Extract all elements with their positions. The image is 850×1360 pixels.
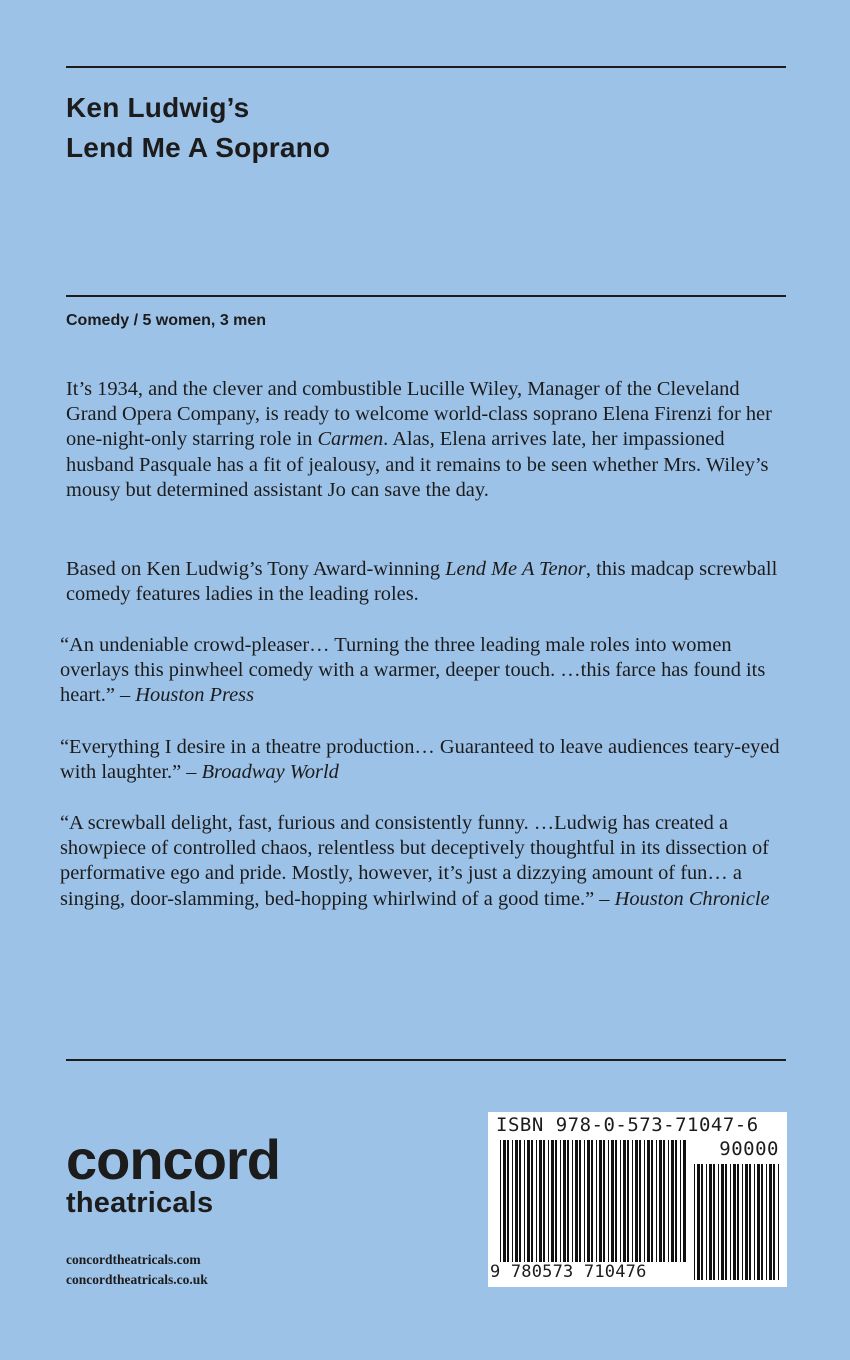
barcode-bar bbox=[608, 1140, 609, 1262]
barcode-bar bbox=[531, 1140, 533, 1262]
barcode-bar bbox=[632, 1140, 633, 1262]
barcode-bar bbox=[745, 1164, 748, 1280]
barcode-bar bbox=[647, 1140, 650, 1262]
quote-text: “A screwball delight, fast, furious and consistently funny. …Ludwig has created a showpiece of controlled chaos, relentless but deceptively thoughtful in its dissection of performative ego and pride. Mostly, however, it’s just a dizzying amount of fun… a singing, door-slamming, bed-hopping whirlwind of a good time.” – bbox=[60, 812, 769, 910]
barcode-bar bbox=[697, 1164, 700, 1280]
url-us[interactable]: concordtheatricals.com bbox=[66, 1252, 201, 1267]
synopsis-paragraph-2 bbox=[66, 557, 788, 607]
barcode-bar bbox=[512, 1140, 513, 1262]
barcode-bar bbox=[675, 1140, 677, 1262]
barcode-bar bbox=[730, 1164, 731, 1280]
price-addon-digits: 90000 bbox=[719, 1138, 779, 1160]
quote-text: “Everything I desire in a theatre production… Guaranteed to leave audiences teary-eyed with laughter.” – bbox=[60, 736, 780, 784]
barcode-bar bbox=[713, 1164, 715, 1280]
genre-cast-line: Comedy / 5 women, 3 men bbox=[66, 312, 267, 329]
logo-subtitle: theatricals bbox=[66, 1187, 214, 1219]
url-uk[interactable]: concordtheatricals.co.uk bbox=[66, 1272, 208, 1287]
barcode-bar bbox=[737, 1164, 739, 1280]
barcode-bar bbox=[615, 1140, 617, 1262]
top-divider bbox=[66, 66, 786, 68]
barcode-bar bbox=[620, 1140, 621, 1262]
barcode-bar bbox=[515, 1140, 518, 1262]
barcode-bar bbox=[663, 1140, 665, 1262]
opera-title: Carmen bbox=[317, 428, 384, 451]
barcode-bar bbox=[572, 1140, 573, 1262]
barcode-bar bbox=[575, 1140, 578, 1262]
barcode-bar bbox=[680, 1140, 681, 1262]
review-quote bbox=[60, 811, 782, 912]
title-play: Lend Me A Soprano bbox=[66, 132, 331, 163]
isbn-label: ISBN 978-0-573-71047-6 bbox=[496, 1114, 759, 1136]
barcode-bar bbox=[651, 1140, 653, 1262]
logo-wordmark: concord bbox=[66, 1128, 280, 1191]
barcode-bar bbox=[773, 1164, 775, 1280]
barcode-bar bbox=[733, 1164, 736, 1280]
quote-source: Broadway World bbox=[201, 761, 339, 784]
barcode-bar bbox=[555, 1140, 557, 1262]
barcode-bar bbox=[701, 1164, 703, 1280]
barcode-bar bbox=[543, 1140, 545, 1262]
barcode-bar bbox=[560, 1140, 561, 1262]
isbn-barcode bbox=[488, 1112, 787, 1287]
barcode-bar bbox=[659, 1140, 662, 1262]
barcode-bar bbox=[671, 1140, 674, 1262]
review-quote bbox=[60, 633, 782, 709]
publisher-urls bbox=[66, 1250, 208, 1290]
barcode-bar bbox=[623, 1140, 626, 1262]
barcode-bar bbox=[524, 1140, 525, 1262]
review-quote bbox=[60, 735, 782, 785]
barcode-bar bbox=[721, 1164, 724, 1280]
quote-text: “An undeniable crowd-pleaser… Turning the three leading male roles into women overlays this pinwheel comedy with a warmer, deeper touch. …this farce has found its heart.” – bbox=[60, 634, 766, 707]
barcode-bar bbox=[539, 1140, 542, 1262]
barcode-bar bbox=[500, 1140, 501, 1262]
source-play-title: Lend Me A Tenor bbox=[445, 558, 586, 580]
barcode-bar bbox=[527, 1140, 530, 1262]
synopsis-text: It’s 1934, and the clever and combustible Lucille Wiley, Manager of the Cleveland Grand Opera Company, is ready to welcome world-class soprano Elena Firenzi for her one-night-only starring role in bbox=[66, 378, 772, 451]
title-author: Ken Ludwig’s bbox=[66, 92, 250, 123]
barcode-bar bbox=[611, 1140, 614, 1262]
barcode-bar bbox=[567, 1140, 569, 1262]
barcode-bar bbox=[668, 1140, 669, 1262]
quote-source: Houston Chronicle bbox=[614, 887, 770, 910]
barcode-bar bbox=[563, 1140, 566, 1262]
barcode-bar bbox=[644, 1140, 645, 1262]
barcode-bar bbox=[587, 1140, 590, 1262]
barcode-bar bbox=[769, 1164, 772, 1280]
barcode-bar bbox=[683, 1140, 686, 1262]
barcode-bar bbox=[548, 1140, 549, 1262]
barcode-bar bbox=[761, 1164, 763, 1280]
page-title bbox=[66, 88, 786, 168]
barcode-bar bbox=[725, 1164, 727, 1280]
barcode-bar bbox=[639, 1140, 641, 1262]
barcode-bar bbox=[591, 1140, 593, 1262]
quote-source: Houston Press bbox=[135, 684, 255, 707]
publisher-logo bbox=[66, 1130, 280, 1218]
ean-digits: 9 780573 710476 bbox=[490, 1262, 647, 1282]
barcode-bar bbox=[627, 1140, 629, 1262]
barcode-bar bbox=[519, 1140, 521, 1262]
barcode-bar bbox=[754, 1164, 755, 1280]
footer-divider bbox=[66, 1059, 786, 1061]
barcode-bar bbox=[694, 1164, 695, 1280]
barcode-bar bbox=[584, 1140, 585, 1262]
barcode-bar bbox=[536, 1140, 537, 1262]
synopsis-text: , this madcap screwball comedy features ladies in the leading roles. bbox=[66, 558, 778, 606]
barcode-bar bbox=[656, 1140, 657, 1262]
barcode-bar bbox=[718, 1164, 719, 1280]
synopsis-text: Based on Ken Ludwig’s Tony Award-winning bbox=[66, 558, 446, 580]
barcode-bar bbox=[778, 1164, 779, 1280]
barcode-bar bbox=[596, 1140, 597, 1262]
barcode-bar bbox=[757, 1164, 760, 1280]
barcode-bar bbox=[635, 1140, 638, 1262]
synopsis-paragraph-1 bbox=[66, 377, 788, 503]
barcode-bar bbox=[706, 1164, 707, 1280]
barcode-bar bbox=[551, 1140, 554, 1262]
barcode-bar bbox=[742, 1164, 743, 1280]
synopsis-text: . Alas, Elena arrives late, her impassioned husband Pasquale has a fit of jealousy, and it remains to be seen whether Mrs. Wiley’s mousy but determined assistant Jo can save the day. bbox=[66, 428, 769, 501]
barcode-bar bbox=[766, 1164, 767, 1280]
barcode-bar bbox=[507, 1140, 509, 1262]
barcode-bar bbox=[749, 1164, 751, 1280]
barcode-bar bbox=[503, 1140, 506, 1262]
barcode-bar bbox=[579, 1140, 581, 1262]
barcode-bar bbox=[709, 1164, 712, 1280]
genre-divider bbox=[66, 295, 786, 297]
barcode-bar bbox=[599, 1140, 602, 1262]
barcode-bar bbox=[603, 1140, 605, 1262]
